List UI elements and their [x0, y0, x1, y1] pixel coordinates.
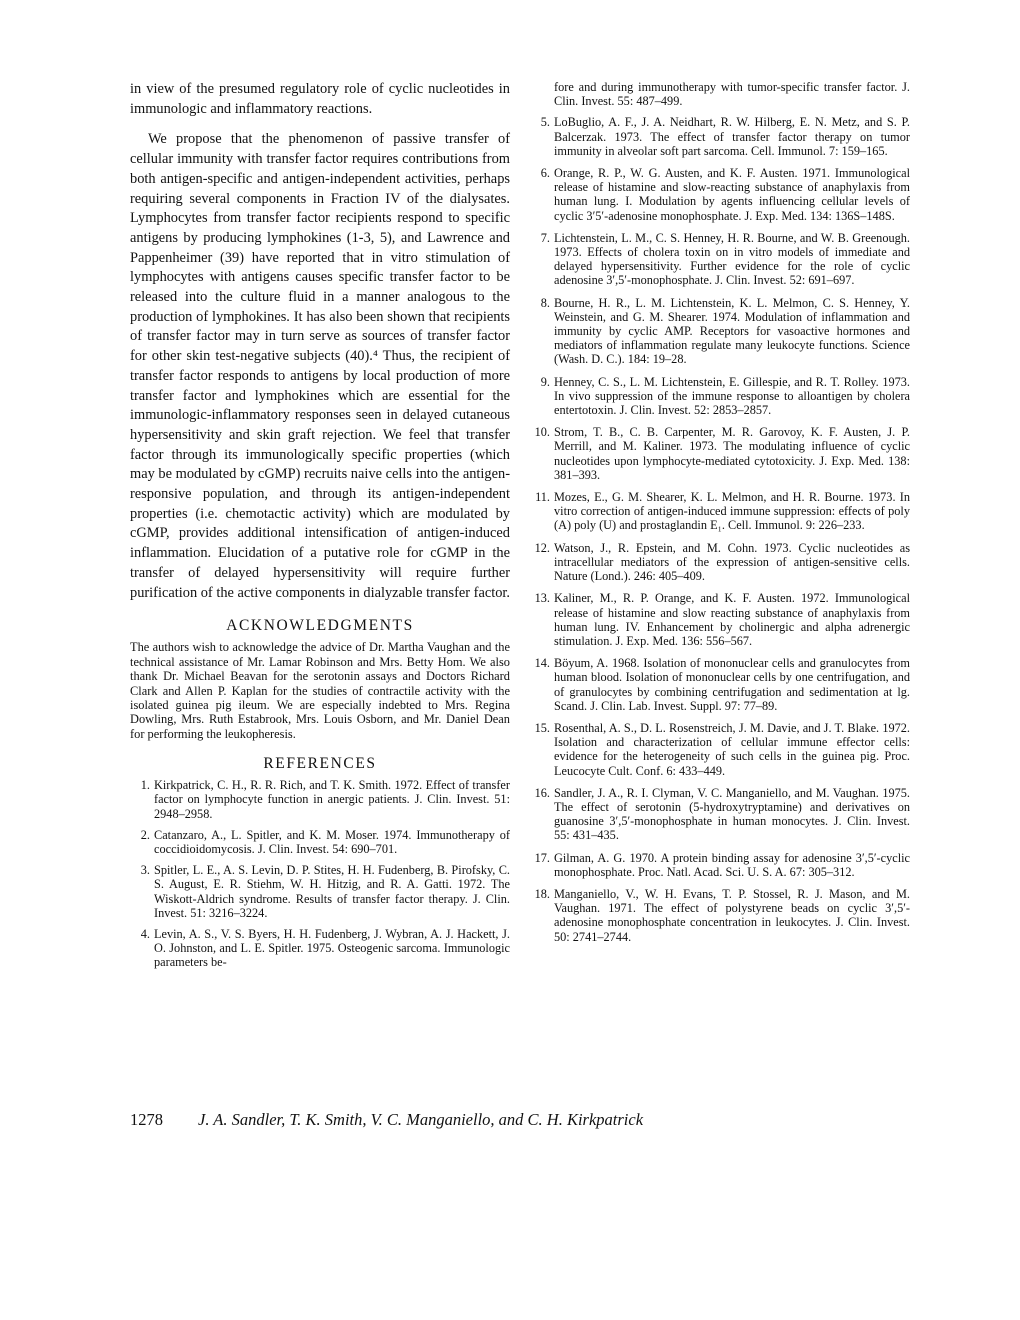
- reference-text: Rosenthal, A. S., D. L. Rosenstreich, J. M. Davie, and J. T. Blake. 1972. Isolation and characterization of cellular immune effector cells: evidence for the heterogeneity of such cells in the guinea pig. Proc. Leucocyte Cult. Conf. 6: 433–449.: [554, 720, 910, 778]
- reference-item: [530, 115, 910, 158]
- reference-text: Mozes, E., G. M. Shearer, K. L. Melmon, and H. R. Bourne. 1973. In vitro correction of antigen-induced immune suppression: effects of poly (A) poly (U) and prostaglandin E₁. Cell. Immunol. 9: 226–233.: [554, 490, 910, 533]
- reference-number: 3.: [140, 863, 150, 878]
- reference-item: [530, 851, 910, 879]
- reference-item: [530, 721, 910, 778]
- page-footer: [130, 1110, 910, 1132]
- reference-number: 9.: [540, 374, 550, 389]
- reference-number: 1.: [140, 778, 150, 793]
- reference-continuation: fore and during immunotherapy with tumor-specific transfer factor. J. Clin. Invest. 55: 487–499.: [554, 80, 910, 109]
- reference-text: Manganiello, V., W. H. Evans, T. P. Stossel, R. J. Mason, and M. Vaughan. 1971. The effect of polystyrene beads on cyclic 3′,5′-adenosine monophosphate concentration in leukocytes. J. Clin. Invest. 50: 2741–2744.: [554, 886, 910, 944]
- reference-item: [530, 375, 910, 418]
- reference-number: 10.: [534, 425, 550, 440]
- reference-number: 8.: [540, 295, 550, 310]
- reference-text: Orange, R. P., W. G. Austen, and K. F. Austen. 1971. Immunological release of histamine and slow-reacting substance of anaphylaxis from human lung. I. Modulation by agents influencing cellular levels of cyclic 3′5′-adenosine monophosphate. J. Exp. Med. 134: 136S–148S.: [554, 166, 910, 223]
- reference-text: Henney, C. S., L. M. Lichtenstein, E. Gillespie, and R. T. Rolley. 1973. In vivo suppression of the immune response to alloantigen by cholera entertotoxin. J. Clin. Invest. 52: 2853–2857.: [554, 374, 910, 418]
- reference-number: 12.: [534, 540, 550, 555]
- reference-text: Kirkpatrick, C. H., R. R. Rich, and T. K. Smith. 1972. Effect of transfer factor on lymphocyte function in anergic patients. J. Clin. Invest. 51: 2948–2958.: [154, 778, 510, 821]
- reference-text: Bourne, H. R., L. M. Lichtenstein, K. L. Melmon, C. S. Henney, Y. Weinstein, and G. M. Shearer. 1974. Modulation of inflammation and immunity by cyclic AMP. Receptors for vasoactive hormones and mediators of inflammation regulate many leukocyte functions. Science (Wash. D. C.). 184: 19–28.: [554, 295, 910, 367]
- reference-text: Spitler, L. E., A. S. Levin, D. P. Stites, H. H. Fudenberg, B. Pirofsky, C. S. August, E. R. Stiehm, W. H. Hitzig, and R. A. Gatti. 1972. The Wiskott-Aldrich syndrome. Results of transfer factor therapy. J. Clin. Invest. 51: 3216–3224.: [154, 863, 510, 920]
- reference-item: [130, 863, 510, 920]
- reference-text: Catanzaro, A., L. Spitler, and K. M. Moser. 1974. Immunotherapy of coccidioidomycosis. J. Clin. Invest. 54: 690–701.: [154, 827, 510, 856]
- reference-item: [530, 541, 910, 584]
- left-column: [130, 80, 510, 977]
- reference-item: [530, 591, 910, 648]
- reference-text: Levin, A. S., V. S. Byers, H. H. Fudenberg, J. Wybran, A. J. Hackett, J. O. Johnston, and L. E. Spitler. 1975. Osteogenic sarcoma. Immunologic parameters be-: [154, 926, 510, 970]
- paragraph-continued: in view of the presumed regulatory role of cyclic nucleotides in immunologic and inflammatory reactions.: [130, 81, 510, 117]
- reference-number: 14.: [534, 656, 550, 671]
- reference-number: 6.: [540, 166, 550, 181]
- paragraph-proposal: We propose that the phenomenon of passive transfer of cellular immunity with transfer factor requires contributions from both antigen-specific and antigen-independent activities, perhaps requiring several components in Fraction IV of the dialysates. Lymphocytes from transfer factor recipients respond to specific antigens by producing lymphokines (1-3, 5), and Lawrence and Pappenheimer (39) have reported that in vitro stimulation of lymphocytes with antigens causes specific transfer factor to be released into the culture fluid in a manner analogous to the production of lymphokines. It has also been shown that recipients of transfer factor may in turn serve as sources of transfer factor for other skin test-negative subjects (40).⁴ Thus, the recipient of transfer factor responds to antigens by local production of more transfer factor and lymphokines which are essential for the immunologic-inflammatory responses seen in delayed cutaneous hypersensitivity and skin graft rejection. We feel that transfer factor through its immunologically specific properties (which may be modulated by cGMP) recruits naive cells into the antigen-responsive population, and through its antigen-independent properties (i.e. chemotactic activity) which are modulated by cGMP, provides additional intensification of antigen-induced inflammation. Elucidation of a putative role for cGMP in the transfer of delayed hypersensitivity will require further purification of the active components in dialyzable transfer factor.: [130, 131, 511, 601]
- reference-text: LoBuglio, A. F., J. A. Neidhart, R. W. Hilberg, E. N. Metz, and S. P. Balcerzak. 1973. The effect of transfer factor therapy on tumor immunity in alveolar soft part sarcoma. Cell. Immunol. 7: 159–165.: [554, 115, 910, 158]
- reference-number: 18.: [534, 886, 550, 901]
- reference-list-left: [130, 778, 510, 969]
- reference-number: 4.: [140, 926, 150, 941]
- right-column: [530, 80, 910, 952]
- references-heading: REFERENCES: [263, 755, 377, 773]
- reference-number: 16.: [534, 785, 550, 800]
- reference-number: 2.: [140, 827, 150, 842]
- reference-number: 5.: [540, 115, 550, 130]
- reference-number: 15.: [534, 720, 550, 735]
- acknowledgments-heading: ACKNOWLEDGMENTS: [226, 617, 414, 635]
- reference-text: Böyum, A. 1968. Isolation of mononuclear cells and granulocytes from human blood. Isolation of mononuclear cells by one centrifugation, and of granulocytes by combining centrifugation and sedimentation at lg. Scand. J. Clin. Lab. Invest. Suppl. 97: 77–89.: [554, 656, 910, 713]
- reference-text: Sandler, J. A., R. I. Clyman, V. C. Manganiello, and M. Vaughan. 1975. The effect of serotonin (5-hydroxytryptamine) and derivatives on guanosine 3′,5′-monophosphate in human monocytes. J. Clin. Invest. 55: 431–435.: [554, 785, 910, 843]
- reference-item: [530, 887, 910, 944]
- page-number: 1278: [130, 1110, 163, 1129]
- reference-text: Strom, T. B., C. B. Carpenter, M. R. Garovoy, K. F. Austen, J. P. Merrill, and M. Kaliner. 1973. The modulating influence of cyclic nucleotides upon lymphocyte-mediated cytotoxicity. J. Exp. Med. 138: 381–393.: [554, 425, 910, 482]
- reference-number: 13.: [534, 591, 550, 606]
- reference-item: [530, 656, 910, 713]
- reference-item: [130, 927, 510, 970]
- reference-number: 7.: [540, 230, 550, 245]
- reference-number: 17.: [534, 850, 550, 865]
- reference-number: 11.: [535, 490, 550, 505]
- reference-item: [530, 296, 910, 367]
- reference-text: Kaliner, M., R. P. Orange, and K. F. Austen. 1972. Immunological release of histamine and slow reacting substance of anaphylaxis from human lung. IV. Enhancement by cholinergic and alpha adrenergic stimulation. J. Exp. Med. 136: 556–567.: [554, 591, 910, 648]
- running-footer-authors: J. A. Sandler, T. K. Smith, V. C. Manganiello, and C. H. Kirkpatrick: [198, 1110, 644, 1129]
- reference-item: [530, 166, 910, 223]
- reference-item: [530, 490, 910, 533]
- reference-list-right: [530, 115, 910, 943]
- acknowledgments-text: The authors wish to acknowledge the advice of Dr. Martha Vaughan and the technical assistance of Mr. Lamar Robinson and Mrs. Betty Hom. We also thank Dr. Michael Beavan for the serotonin assays and Doctors Richard Clark and Allen P. Kaplan for the studies of contractile activity with the isolated guinea pig ileum. We are especially indebted to Mrs. Regina Dowling, Mrs. Ruth Estabrook, Mrs. Louis Osborn, and Mr. Daniel Dean for performing the leukopheresis.: [130, 640, 510, 741]
- reference-item: [530, 231, 910, 288]
- reference-item: [130, 778, 510, 821]
- reference-text: Gilman, A. G. 1970. A protein binding assay for adenosine 3′,5′-cyclic monophosphate. Proc. Natl. Acad. Sci. U. S. A. 67: 305–312.: [554, 850, 910, 879]
- reference-item: [130, 828, 510, 856]
- reference-item: [530, 425, 910, 482]
- reference-text: Watson, J., R. Epstein, and M. Cohn. 1973. Cyclic nucleotides as intracellular mediators of the expression of antigen-sensitive cells. Nature (Lond.). 246: 405–409.: [554, 540, 910, 584]
- reference-item: [530, 786, 910, 843]
- reference-text: Lichtenstein, L. M., C. S. Henney, H. R. Bourne, and W. B. Greenough. 1973. Effects of cholera toxin on in vitro models of immediate and delayed hypersensitivity. Further evidence for the role of cyclic adenosine 3′,5′-monophosphate. J. Clin. Invest. 52: 691–697.: [554, 230, 910, 288]
